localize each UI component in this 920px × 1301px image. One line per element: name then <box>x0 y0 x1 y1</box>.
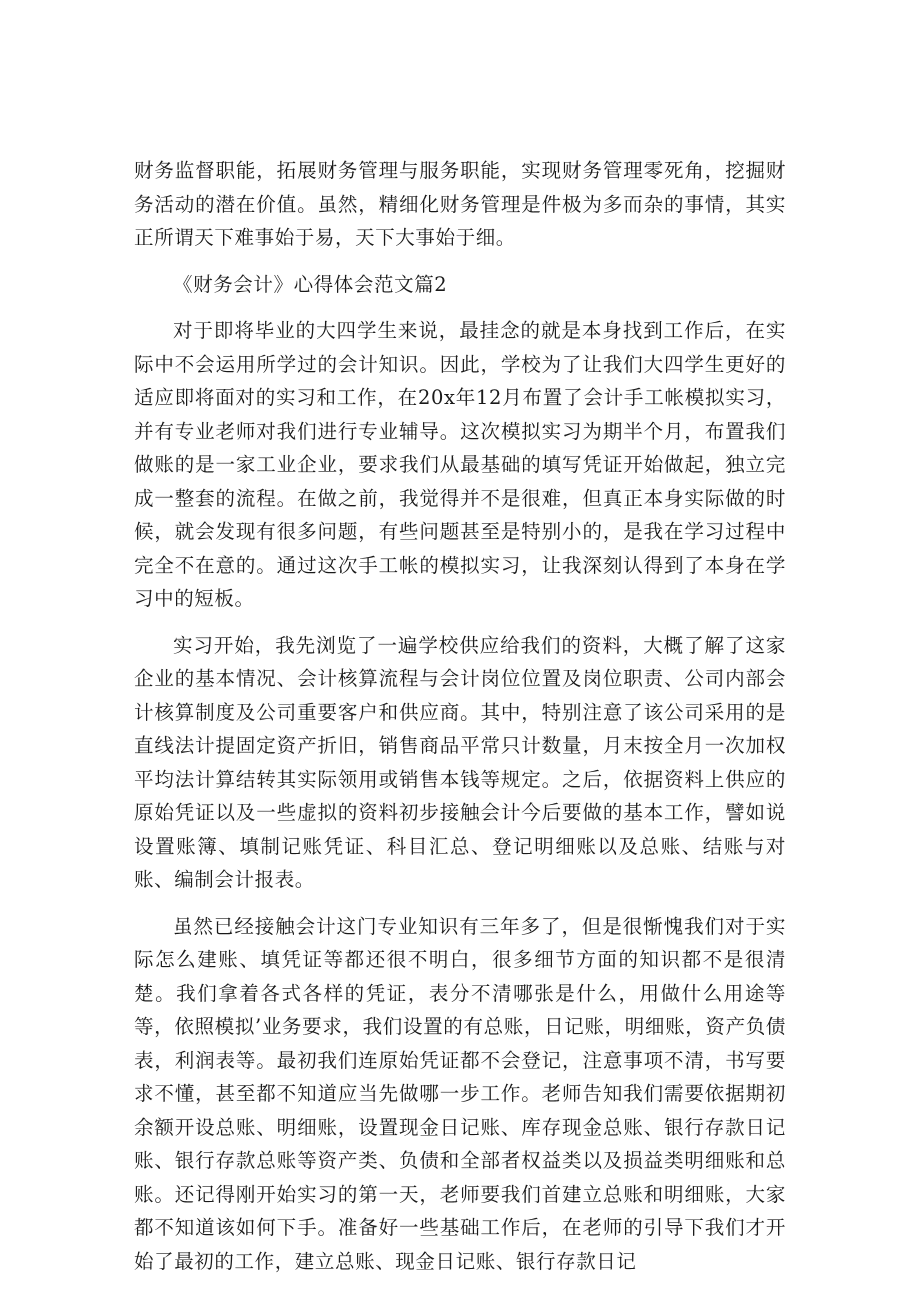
paragraph-continuation: 财务监督职能，拓展财务管理与服务职能，实现财务管理零死角，挖掘财务活动的潜在价值。虽然，精细化财务管理是件极为多而杂的事情，其实正所谓天下难事始于易，天下大事始于细。 <box>134 159 786 249</box>
section-heading: 《财务会计》心得体会范文篇2 <box>173 272 448 296</box>
document-page <box>134 154 786 1278</box>
paragraph-internship-start: 实习开始，我先浏览了一遍学校供应给我们的资料，大概了解了这家企业的基本情况、会计核算流程与会计岗位位置及岗位职责、公司内部会计核算制度及公司重要客户和供应商。其中，特别注意了该公司采用的是直线法计提固定资产折旧，销售商品平常只计数量，月末按全月一次加权平均法计算结转其实际领用或销售本钱等规定。之后，依据资料上供应的原始凭证以及一些虚拟的资料初步接触会计今后要做的基本工作，譬如说设置账簿、填制记账凭证、科目汇总、登记明细账以及总账、结账与对账、编制会计报表。 <box>134 633 786 891</box>
paragraph-reflection: 虽然已经接触会计这门专业知识有三年多了，但是很惭愧我们对于实际怎么建账、填凭证等都还很不明白，很多细节方面的知识都不是很清楚。我们拿着各式各样的凭证，表分不清哪张是什么，用做什么用途等等，依照模拟’业务要求，我们设置的有总账，日记账，明细账，资产负债表，利润表等。最初我们连原始凭证都不会登记，注意事项不清，书写要求不懂，甚至都不知道应当先做哪一步工作。老师告知我们需要依据期初余额开设总账、明细账，设置现金日记账、库存现金总账、银行存款日记账、银行存款总账等资产类、负债和全部者权益类以及损益类明细账和总账。还记得刚开始实习的第一天，老师要我们首建立总账和明细账，大家都不知道该如何下手。准备好一些基础工作后，在老师的引导下我们才开始了最初的工作，建立总账、现金日记账、银行存款日记 <box>134 914 786 1273</box>
paragraph-intro: 对于即将毕业的大四学生来说，最挂念的就是本身找到工作后，在实际中不会运用所学过的会计知识。因此，学校为了让我们大四学生更好的适应即将面对的实习和工作，在20x年12月布置了会计手工帐模拟实习，并有专业老师对我们进行专业辅导。这次模拟实习为期半个月，布置我们做账的是一家工业企业，要求我们从最基础的填写凭证开始做起，独立完成一整套的流程。在做之前，我觉得并不是很难，但真正本身实际做的时候，就会发现有很多问题，有些问题甚至是特别小的，是我在学习过程中完全不在意的。通过这次手工帐的模拟实习，让我深刻认得到了本身在学习中的短板。 <box>134 319 786 610</box>
